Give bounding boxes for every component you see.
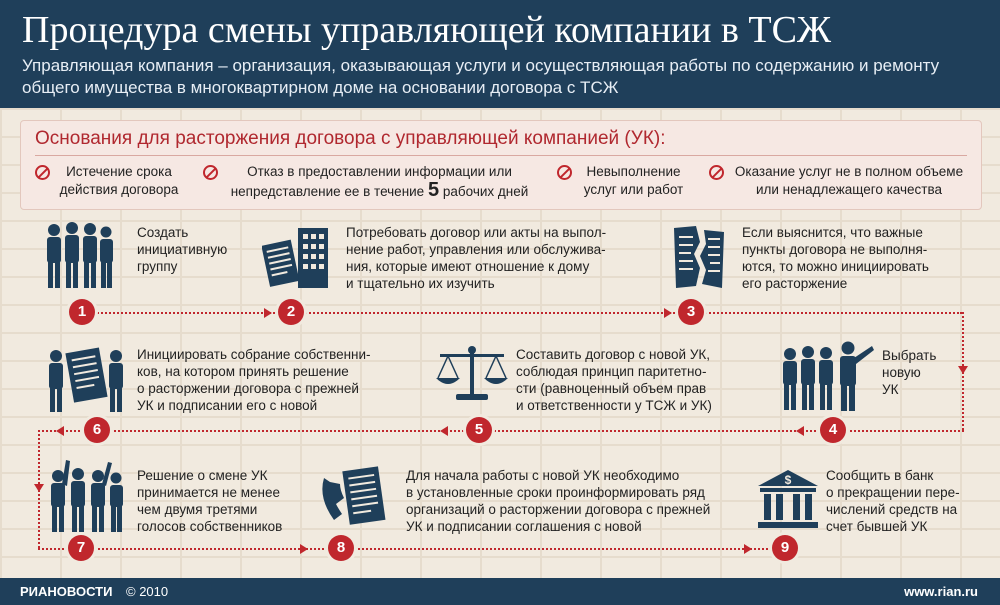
reason-item (709, 163, 971, 199)
step-6-line: УК и подписании его с новой (137, 398, 318, 413)
page-subtitle: Управляющая компания – организация, оказывающая услуги и осуществляющая работы по содержанию и ремонту общего имущества в многоквартирном доме на основании договора с ТСЖ (22, 56, 940, 97)
step-4-line: УК (882, 382, 899, 397)
documents-and-building-icon (262, 226, 336, 290)
step-9-badge: 9 (772, 535, 798, 561)
step-9-text (826, 467, 960, 535)
step-7-line: Решение о смене УК (137, 468, 268, 483)
step-4-line: Выбрать (882, 348, 937, 363)
step-2-line: нение работ, управления или обслужива- (346, 242, 606, 257)
page-title: Процедура смены управляющей компании в ТСЖ (22, 9, 832, 51)
step-3-text (742, 224, 929, 292)
step-8-line: в установленные сроки проинформировать ряд (406, 485, 705, 500)
reason-text-2: действия договора (59, 182, 179, 197)
step-3-badge: 3 (678, 299, 704, 325)
step-4-badge: 4 (820, 417, 846, 443)
step-6-badge: 6 (84, 417, 110, 443)
step-5-line: Составить договор с новой УК, (516, 347, 711, 362)
step-5-text (516, 346, 712, 414)
step-1-text (137, 224, 227, 275)
step-1-line: Создать (137, 225, 189, 240)
step-3-line: пункты договора не выполня- (742, 242, 928, 257)
bank-icon (756, 468, 820, 530)
reason-text-1: Невыполнение (586, 164, 681, 179)
reason-text-2: услуг или работ (583, 182, 684, 197)
step-1-line: группу (137, 259, 178, 274)
step-2-line: и тщательно их изучить (346, 276, 495, 291)
step-6-line: о расторжении договора с прежней (137, 381, 359, 396)
people-pointing-icon (778, 340, 874, 412)
step-3-line: ются, то можно инициировать (742, 259, 929, 274)
step-7-line: принимается не менее (137, 485, 281, 500)
reason-text-2-post: рабочих дней (442, 184, 529, 199)
arrow-down-icon (34, 484, 44, 492)
step-2-badge: 2 (278, 299, 304, 325)
step-9-line: Сообщить в банк (826, 468, 934, 483)
step-7-line: голосов собственников (137, 519, 283, 534)
arrow-left-icon (796, 426, 804, 436)
step-8-badge: 8 (328, 535, 354, 561)
flow-line-row3 (38, 548, 784, 550)
step-3-line: Если выяснится, что важные (742, 225, 923, 240)
phone-and-documents-icon (316, 464, 396, 534)
arrow-left-icon (440, 426, 448, 436)
step-9-line: числений средств на (826, 502, 958, 517)
step-7-badge: 7 (68, 535, 94, 561)
arrow-down-icon (958, 366, 968, 374)
arrow-right-icon (664, 308, 672, 318)
step-5-line: соблюдая принцип паритетно- (516, 364, 707, 379)
step-4-text (882, 347, 936, 398)
prohibited-icon (35, 165, 50, 180)
ria-logo: РИАНОВОСТИ (20, 584, 113, 599)
header (0, 0, 1000, 108)
reason-text-1: Истечение срока (66, 164, 172, 179)
reason-text-2-pre: непредставление ее в течение (230, 184, 425, 199)
arrow-right-icon (300, 544, 308, 554)
group-of-people-icon (42, 220, 118, 290)
step-7-line: чем двумя третями (137, 502, 258, 517)
svg-text:$: $ (784, 473, 792, 487)
step-8-line: организаций о расторжении договора с прежней (406, 502, 711, 517)
reason-text-2: или ненадлежащего качества (755, 182, 943, 197)
reason-days-number: 5 (427, 179, 440, 201)
reason-text-1: Отказ в предоставлении информации или (247, 164, 512, 179)
reason-text-2 (203, 181, 538, 201)
step-8-text (406, 467, 710, 535)
step-5-line: и ответственности у ТСЖ и УК) (516, 398, 712, 413)
arrow-right-icon (264, 308, 272, 318)
reasons-title: Основания для расторжения договора с управляющей компанией (УК): (35, 128, 666, 149)
step-2-line: ния, которые имеют отношение к дому (346, 259, 590, 274)
step-6-line: ков, на котором принять решение (137, 364, 349, 379)
step-5-badge: 5 (466, 417, 492, 443)
step-4-line: новую (882, 365, 921, 380)
step-3-line: его расторжение (742, 276, 848, 291)
step-6-line: Инициировать собрание собственни- (137, 347, 371, 362)
reasons-panel (20, 120, 982, 210)
reason-item (203, 163, 538, 201)
step-5-line: сти (равноценный объем прав (516, 381, 707, 396)
torn-contract-icon (670, 224, 728, 290)
reason-item (35, 163, 185, 199)
copyright: © 2010 (126, 584, 169, 599)
step-1-line: инициативную (137, 242, 228, 257)
step-6-text (137, 346, 371, 414)
arrow-right-icon (744, 544, 752, 554)
prohibited-icon (557, 165, 572, 180)
scales-icon (434, 344, 510, 404)
step-9-line: о прекращении пере- (826, 485, 960, 500)
people-voting-icon (46, 458, 126, 534)
flow-line-row1 (82, 312, 962, 314)
prohibited-icon (709, 165, 724, 180)
step-2-text (346, 224, 606, 292)
step-8-line: Для начала работы с новой УК необходимо (406, 468, 680, 483)
footer (0, 578, 1000, 605)
reason-item (557, 163, 692, 199)
step-1-badge: 1 (69, 299, 95, 325)
meeting-with-document-icon (44, 344, 130, 414)
reasons-divider (35, 155, 967, 156)
step-8-line: УК и подписании соглашения с новой (406, 519, 642, 534)
reason-text-1: Оказание услуг не в полном объеме (734, 164, 964, 179)
arrow-left-icon (56, 426, 64, 436)
site-link[interactable]: www.rian.ru (904, 584, 978, 599)
step-9-line: счет бывшей УК (826, 519, 928, 534)
prohibited-icon (203, 165, 218, 180)
step-7-text (137, 467, 282, 535)
step-2-line: Потребовать договор или акты на выпол- (346, 225, 607, 240)
